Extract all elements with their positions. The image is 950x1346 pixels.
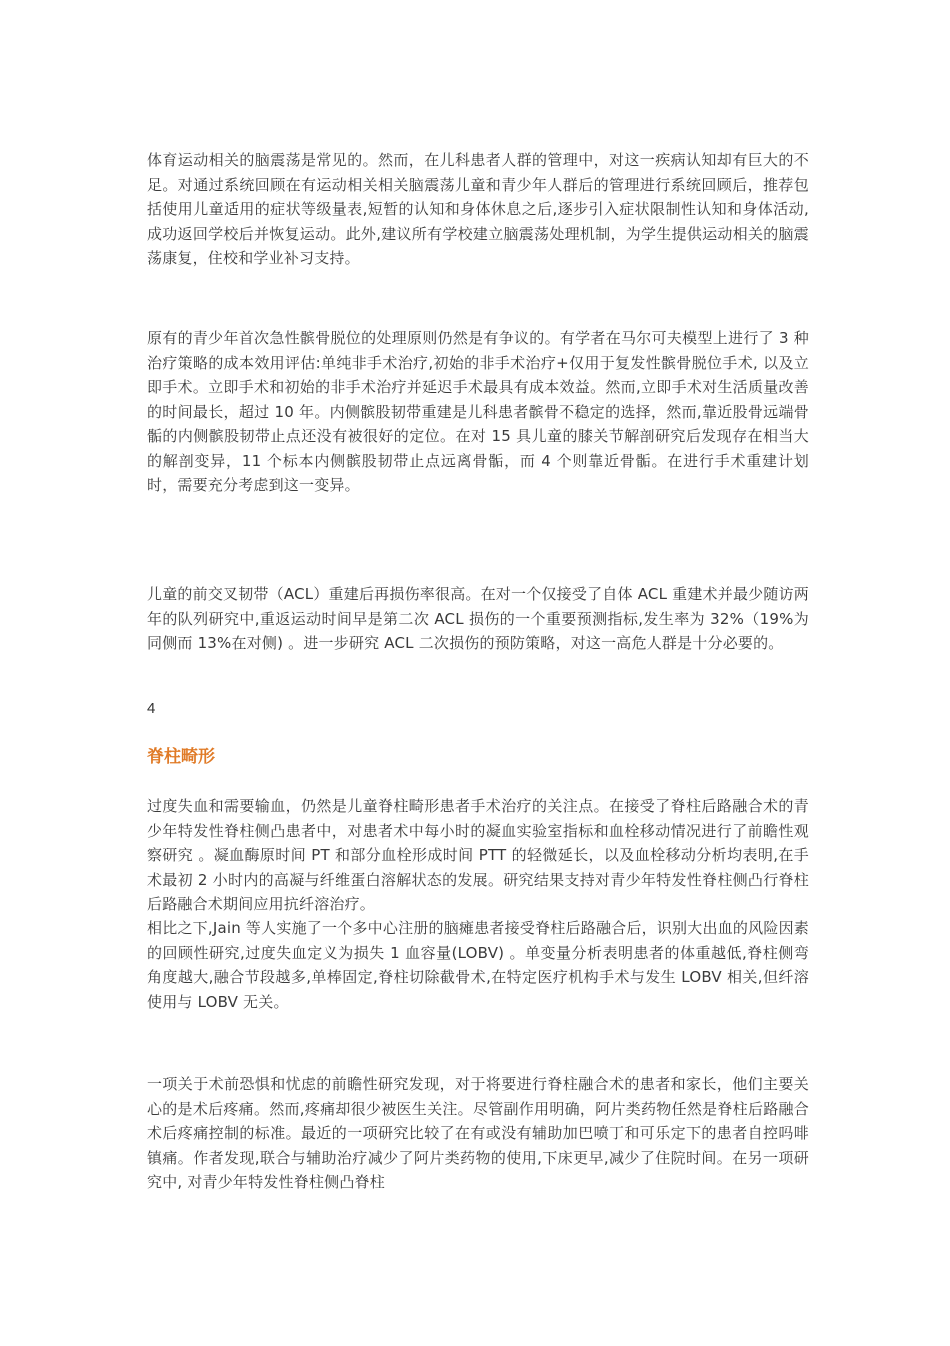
paragraph-postoperative-pain: 一项关于术前恐惧和忧虑的前瞻性研究发现，对于将要进行脊柱融合术的患者和家长，他们主要关心的是术后疼痛。然而,疼痛却很少被医生关注。尽管副作用明确，阿片类药物任然是脊柱后路融合术后疼痛控制的标准。最近的一项研究比较了在有或没有辅助加巴喷丁和可乐定下的患者自控吗啡镇痛。作者发现,联合与辅助治疗减少了阿片类药物的使用,下床更早,减少了住院时间。在另一项研究中, 对青少年特发性脊柱侧凸脊柱 [147,1075,809,1191]
page-number: 4 [147,700,156,717]
section-heading: 脊柱畸形 [147,747,215,767]
paragraph-spine-jain-study: 相比之下,Jain 等人实施了一个多中心注册的脑瘫患者接受脊柱后路融合后，识别大出血的风险因素的回顾性研究,过度失血定义为损失 1 血容量(LOBV) 。单变量分析表明患者的体重越低,脊柱侧弯角度越大,融合节段越多,单棒固定,脊柱切除截骨术,在特定医疗机构手术与发生 LOBV 相关,但纤溶使用与 LOBV 无关。 [147,919,809,1011]
paragraph-acl-reinjury: 儿童的前交叉韧带（ACL）重建后再损伤率很高。在对一个仅接受了自体 ACL 重建术并最少随访两年的队列研究中,重返运动时间早是第二次 ACL 损伤的一个重要预测指标,发生率为 32%（19%为同侧而 13%在对侧) 。进一步研究 ACL 二次损伤的预防策略，对这一高危人群是十分必要的。 [147,585,809,652]
paragraph-spine-blood-loss: 过度失血和需要输血，仍然是儿童脊柱畸形患者手术治疗的关注点。在接受了脊柱后路融合术的青少年特发性脊柱侧凸患者中，对患者术中每小时的凝血实验室指标和血栓移动情况进行了前瞻性观察研究 。凝血酶原时间 PT 和部分血栓形成时间 PTT 的轻微延长，以及血栓移动分析均表明,在手术最初 2 小时内的高凝与纤维蛋白溶解状态的发展。研究结果支持对青少年特发性脊柱侧凸行脊柱后路融合术期间应用抗纤溶治疗。 [147,797,809,913]
paragraph-patella-dislocation: 原有的青少年首次急性髌骨脱位的处理原则仍然是有争议的。有学者在马尔可夫模型上进行了 3 种治疗策略的成本效用评估:单纯非手术治疗,初始的非手术治疗+仅用于复发性髌骨脱位手术, 以及立即手术。立即手术和初始的非手术治疗并延迟手术最具有成本效益。然而,立即手术对生活质量改善的时间最长，超过 10 年。内侧髌股韧带重建是儿科患者髌骨不稳定的选择，然而,靠近股骨远端骨骺的内侧髌股韧带止点还没有被很好的定位。在对 15 具儿童的膝关节解剖研究后发现存在相当大的解剖变异，11 个标本内侧髌股韧带止点远离骨骺，而 4 个则靠近骨骺。在进行手术重建计划时，需要充分考虑到这一变异。 [147,329,809,494]
paragraph-concussion: 体育运动相关的脑震荡是常见的。然而，在儿科患者人群的管理中，对这一疾病认知却有巨大的不足。对通过系统回顾在有运动相关相关脑震荡儿童和青少年人群后的管理进行系统回顾后，推荐包括使用儿童适用的症状等级量表,短暂的认知和身体休息之后,逐步引入症状限制性认知和身体活动,成功返回学校后并恢复运动。此外,建议所有学校建立脑震荡处理机制，为学生提供运动相关的脑震荡康复，住校和学业补习支持。 [147,151,809,267]
